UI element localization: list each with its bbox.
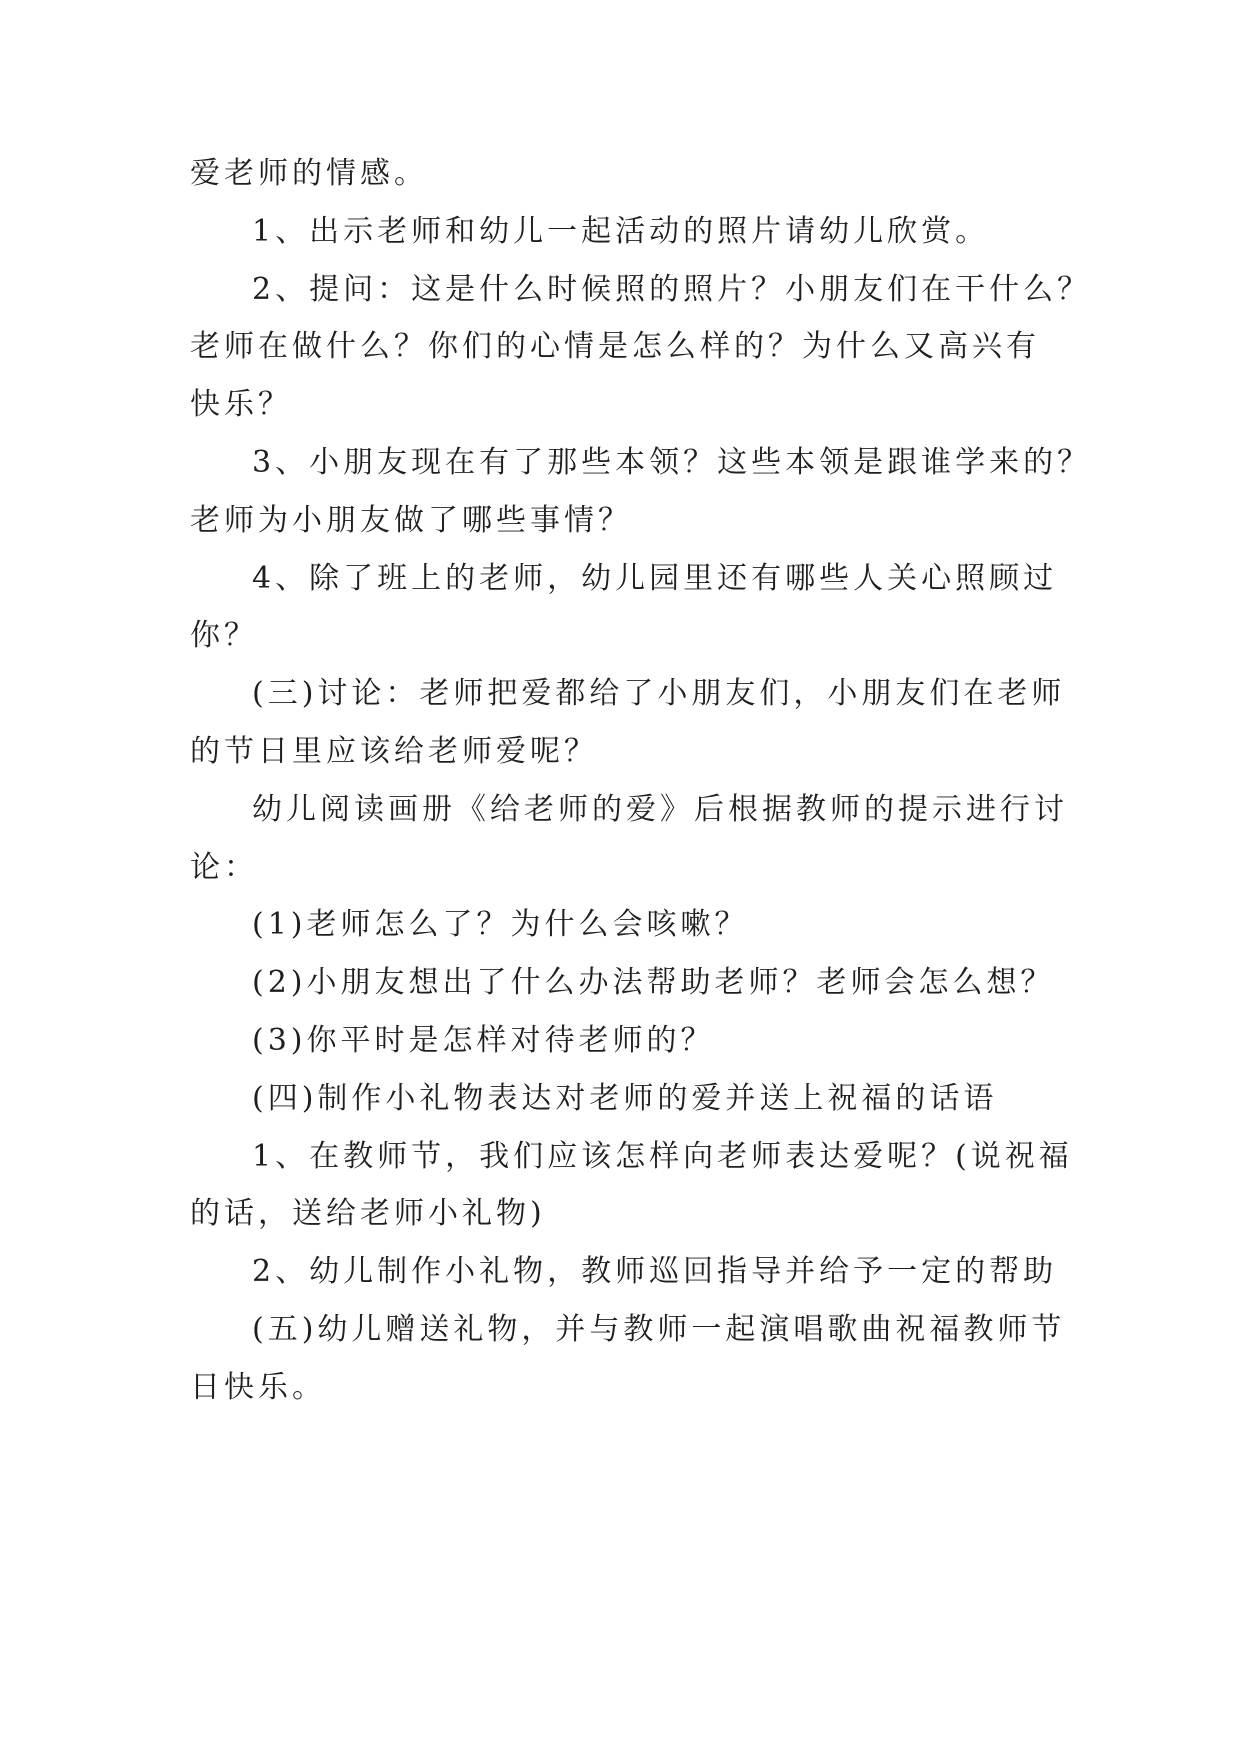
text-line: 2、提问：这是什么时候照的照片？小朋友们在干什么？: [252, 272, 1092, 307]
text-line: (2)小朋友想出了什么办法帮助老师？老师会怎么想？: [252, 965, 1055, 1000]
text-line: 1、出示老师和幼儿一起活动的照片请幼儿欣赏。: [252, 214, 990, 249]
text-line: 2、幼儿制作小礼物，教师巡回指导并给予一定的帮助: [252, 1254, 1058, 1289]
text-line: 论：: [190, 850, 258, 885]
text-line: 你？: [190, 618, 258, 653]
text-line: 老师在做什么？你们的心情是怎么样的？为什么又高兴有: [190, 329, 1040, 364]
text-line: 的话，送给老师小礼物): [190, 1196, 546, 1231]
text-line: 1、在教师节，我们应该怎样向老师表达爱呢？(说祝福: [252, 1139, 1073, 1174]
text-line: (四)制作小礼物表达对老师的爱并送上祝福的话语: [252, 1081, 998, 1116]
text-line: (三)讨论：老师把爱都给了小朋友们，小朋友们在老师: [252, 676, 1066, 711]
text-line: 快乐？: [190, 387, 292, 422]
text-line: 3、小朋友现在有了那些本领？这些本领是跟谁学来的？: [252, 445, 1092, 480]
text-line: 爱老师的情感。: [190, 156, 428, 191]
text-line: 的节日里应该给老师爱呢？: [190, 734, 598, 769]
text-line: 老师为小朋友做了哪些事情？: [190, 503, 632, 538]
text-line: (1)老师怎么了？为什么会咳嗽？: [252, 907, 749, 942]
text-line: 日快乐。: [190, 1370, 326, 1405]
text-line: (五)幼儿赠送礼物，并与教师一起演唱歌曲祝福教师节: [252, 1312, 1066, 1347]
text-line: 4、除了班上的老师，幼儿园里还有哪些人关心照顾过: [252, 561, 1058, 596]
text-line: (3)你平时是怎样对待老师的？: [252, 1023, 715, 1058]
text-line: 幼儿阅读画册《给老师的爱》后根据教师的提示进行讨: [252, 792, 1068, 827]
